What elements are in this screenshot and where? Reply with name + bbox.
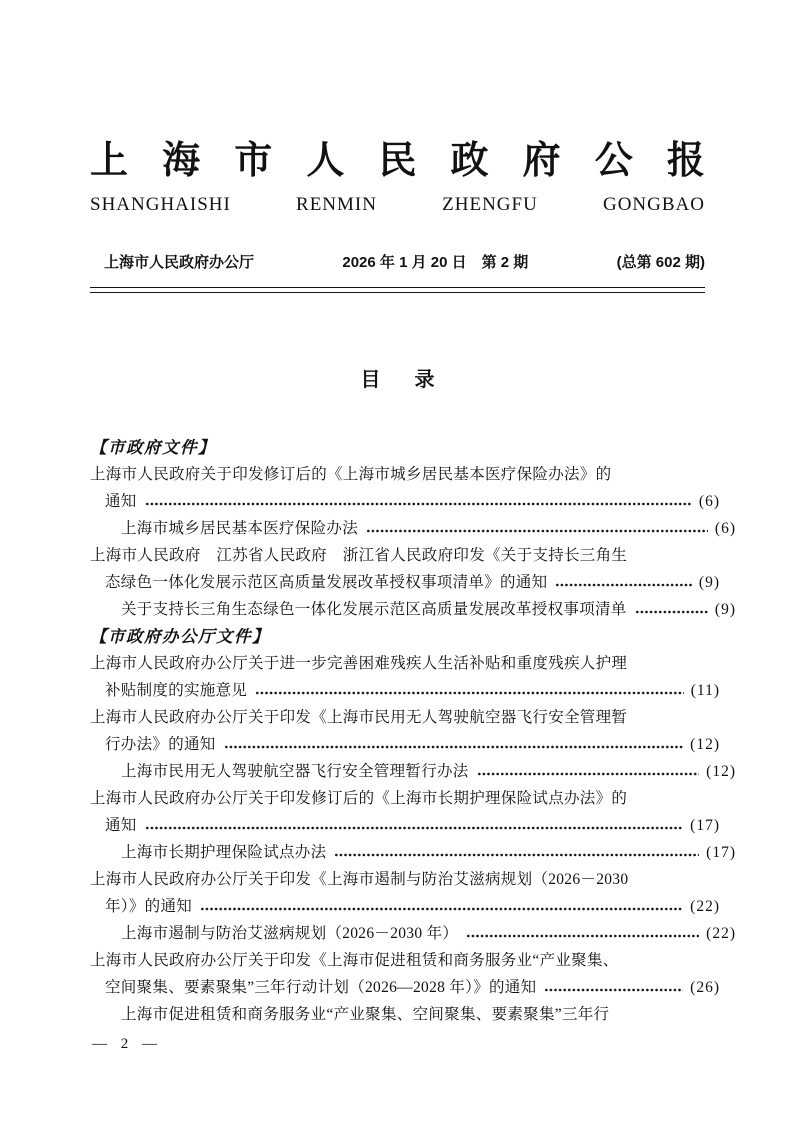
toc-entry-line (90, 569, 720, 596)
masthead-char: 上 (90, 140, 129, 182)
toc-entry-text: 上海市人民政府 江苏省人民政府 浙江省人民政府印发《关于支持长三角生 (90, 547, 628, 565)
toc-entry-line (90, 542, 705, 569)
toc-dot-leader (255, 677, 684, 704)
toc-page-number: (6) (698, 493, 720, 511)
toc-entry-text: 补贴制度的实施意见 (105, 682, 248, 700)
toc-entry-text: 上海市城乡居民基本医疗保险办法 (121, 520, 359, 538)
toc-entry-text: 态绿色一体化发展示范区高质量发展改革授权事项清单》的通知 (105, 574, 548, 592)
toc-entry-text: 上海市长期护理保险试点办法 (121, 844, 327, 862)
toc-entry-text: 上海市民用无人驾驶航空器飞行安全管理暂行办法 (121, 763, 469, 781)
toc-page-number: (12) (690, 736, 720, 754)
toc-entry-text: 上海市人民政府办公厅关于印发修订后的《上海市长期护理保险试点办法》的 (90, 790, 628, 808)
toc-body (90, 434, 736, 1028)
toc-page-number: (9) (714, 601, 736, 619)
toc-entry-text: 上海市人民政府办公厅关于印发《上海市民用无人驾驶航空器飞行安全管理暂 (90, 709, 628, 727)
masthead-title-chinese (90, 142, 705, 180)
toc-dot-leader (635, 596, 708, 623)
toc-page-number: (17) (690, 817, 720, 835)
toc-entry-line (90, 812, 720, 839)
pinyin-word: GONGBAO (602, 194, 705, 215)
toc-entry-line (90, 461, 705, 488)
masthead-char: 人 (306, 140, 345, 182)
pinyin-word: RENMIN (296, 194, 377, 215)
toc-entry-line (90, 920, 736, 947)
issuer-name: 上海市人民政府办公厅 (104, 253, 255, 271)
toc-entry-text: 通知 (105, 817, 137, 835)
page-footer (90, 1033, 705, 1055)
toc-entry-text: 通知 (105, 493, 137, 511)
toc-dot-leader (466, 920, 699, 947)
toc-title-char: 目 (360, 369, 381, 392)
toc-dot-leader (200, 893, 683, 920)
cumulative-issue-number: (总第 602 期) (616, 253, 705, 271)
toc-entry-line (90, 731, 720, 758)
toc-page-number: (22) (706, 925, 736, 943)
toc-title (90, 369, 705, 391)
issue-info-bar (90, 253, 705, 273)
toc-entry-text: 上海市人民政府办公厅关于印发《上海市促进租赁和商务服务业“产业聚集、 (90, 952, 619, 970)
toc-entry-text: 行办法》的通知 (105, 736, 216, 754)
toc-entry-text: 上海市人民政府关于印发修订后的《上海市城乡居民基本医疗保险办法》的 (90, 466, 612, 484)
toc-entry-text: 关于支持长三角生态绿色一体化发展示范区高质量发展改革授权事项清单 (121, 601, 627, 619)
toc-page-number: (12) (706, 763, 736, 781)
toc-entry-text: 上海市人民政府办公厅关于印发《上海市遏制与防治艾滋病规划（2026－2030 (90, 871, 629, 889)
masthead-char: 民 (378, 140, 417, 182)
toc-entry-text: 上海市遏制与防治艾滋病规划（2026－2030 年） (121, 925, 459, 943)
toc-entry-text: 上海市促进租赁和商务服务业“产业聚集、空间聚集、要素聚集”三年行 (121, 1006, 610, 1024)
toc-title-char: 录 (414, 369, 435, 392)
masthead-char: 海 (162, 140, 201, 182)
toc-section-heading: 【市政府办公厅文件】 (90, 627, 270, 647)
toc-dot-leader (477, 758, 700, 785)
pinyin-word: ZHENGFU (442, 194, 538, 215)
toc-dot-leader (145, 812, 684, 839)
toc-entry-line (90, 758, 736, 785)
toc-entry-line (90, 650, 705, 677)
masthead-char: 公 (594, 140, 633, 182)
toc-entry-line (90, 488, 720, 515)
toc-entry-line (90, 1001, 736, 1028)
toc-entry-line (90, 677, 720, 704)
masthead-title-pinyin (90, 195, 705, 216)
page-number: — 2 — (92, 1036, 162, 1053)
masthead-char: 市 (234, 140, 273, 182)
toc-page-number: (22) (690, 898, 720, 916)
toc-page-number: (6) (714, 520, 736, 538)
toc-dot-leader (544, 974, 683, 1001)
toc-page-number: (17) (706, 844, 736, 862)
toc-entry-text: 年）》的通知 (105, 898, 193, 916)
toc-entry-text: 上海市人民政府办公厅关于进一步完善困难残疾人生活补贴和重度残疾人护理 (90, 655, 628, 673)
toc-dot-leader (334, 839, 699, 866)
toc-entry-line (90, 596, 736, 623)
toc-entry-line (90, 866, 705, 893)
toc-entry-line (90, 893, 720, 920)
toc-entry-line (90, 515, 736, 542)
toc-entry-line (90, 785, 705, 812)
toc-dot-leader (555, 569, 692, 596)
pinyin-word: SHANGHAISHI (90, 194, 231, 215)
masthead-char: 报 (666, 140, 705, 182)
masthead-char: 府 (522, 140, 561, 182)
toc-dot-leader (366, 515, 708, 542)
toc-entry-line (90, 704, 705, 731)
page-content (0, 142, 793, 1055)
toc-page-number: (26) (690, 979, 720, 997)
toc-entry-line (90, 974, 720, 1001)
toc-dot-leader (145, 488, 692, 515)
toc-page-number: (9) (698, 574, 720, 592)
masthead-char: 政 (450, 140, 489, 182)
toc-entry-line (90, 947, 705, 974)
toc-entry-text: 空间聚集、要素聚集”三年行动计划（2026—2028 年）》的通知 (105, 979, 537, 997)
toc-dot-leader (224, 731, 684, 758)
double-rule-divider (90, 287, 705, 293)
issue-date-and-number: 2026 年 1 月 20 日 第 2 期 (342, 253, 529, 271)
toc-entry-line (90, 839, 736, 866)
toc-page-number: (11) (690, 682, 720, 700)
toc-section-heading: 【市政府文件】 (90, 438, 216, 458)
